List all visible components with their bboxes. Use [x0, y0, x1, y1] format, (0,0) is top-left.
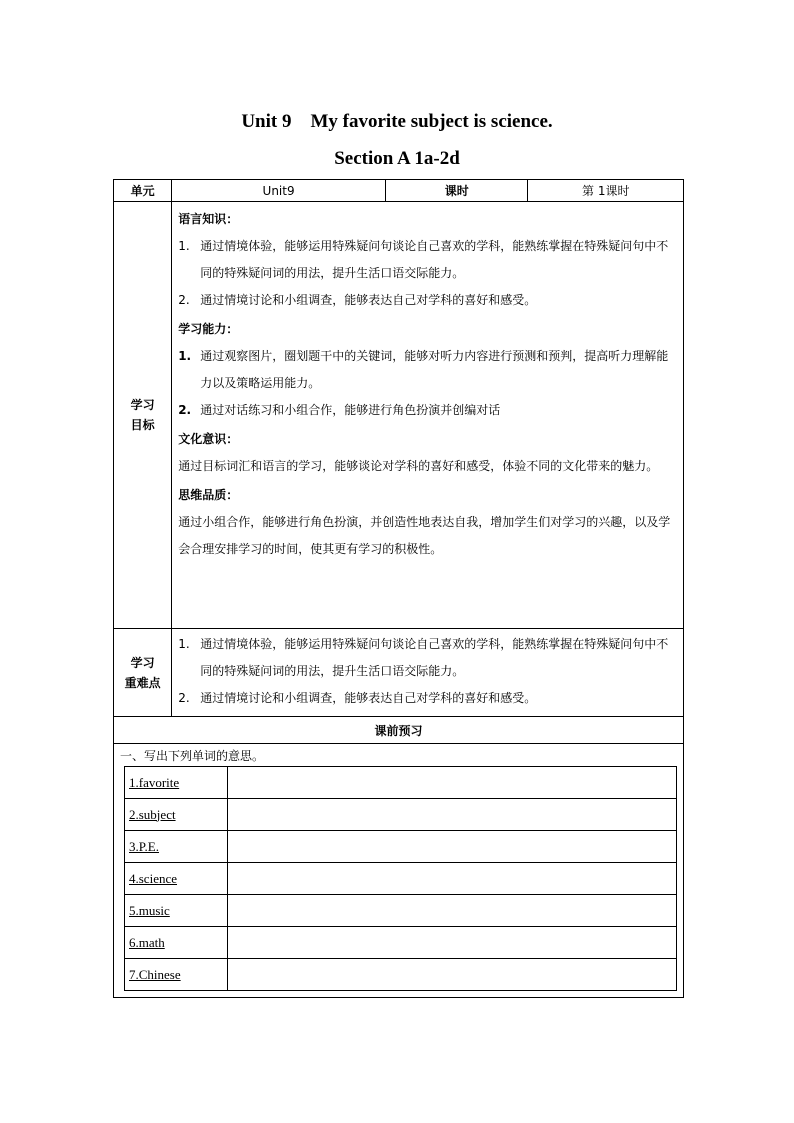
list-item — [178, 233, 677, 287]
vocab-word: 4.science — [125, 863, 228, 895]
vocab-word: 5.music — [125, 895, 228, 927]
table-row — [125, 863, 677, 895]
list-item — [178, 685, 677, 712]
preview-title-row — [114, 717, 684, 744]
table-row — [125, 831, 677, 863]
table-row — [125, 767, 677, 799]
item-text: 通过对话练习和小组合作，能够进行角色扮演并创编对话 — [200, 403, 501, 417]
objectives-row — [114, 202, 684, 629]
key-points-label-line2: 重难点 — [124, 675, 161, 690]
period-label: 课时 — [385, 180, 528, 202]
item-number: 2. — [178, 691, 190, 705]
item-number: 2. — [178, 403, 192, 417]
thinking-text: 通过小组合作，能够进行角色扮演，并创造性地表达自我，增加学生们对学习的兴趣，以及学会合理安排学习的时间，使其更有学习的积极性。 — [178, 515, 671, 556]
item-text: 通过情境讨论和小组调查，能够表达自己对学科的喜好和感受。 — [200, 293, 537, 307]
vocab-answer-cell[interactable] — [228, 927, 677, 959]
item-text: 通过情境讨论和小组调查，能够表达自己对学科的喜好和感受。 — [200, 691, 537, 705]
vocab-answer-cell[interactable] — [228, 863, 677, 895]
objectives-label-line1: 学习 — [130, 398, 155, 412]
vocab-answer-cell[interactable] — [228, 767, 677, 799]
lesson-table — [113, 179, 684, 998]
thinking-title: 思维品质： — [178, 488, 239, 502]
objectives-label — [114, 202, 172, 629]
preview-instruction: 一、写出下列单词的意思。 — [120, 749, 265, 763]
item-number: 1. — [178, 239, 190, 253]
vocab-table — [124, 766, 677, 991]
table-row — [125, 959, 677, 991]
item-number: 1. — [178, 349, 192, 363]
table-row — [125, 895, 677, 927]
objectives-label-line2: 目标 — [130, 418, 155, 432]
key-points-row — [114, 629, 684, 717]
vocab-answer-cell[interactable] — [228, 959, 677, 991]
culture-text: 通过目标词汇和语言的学习，能够谈论对学科的喜好和感受，体验不同的文化带来的魅力。 — [178, 459, 659, 473]
item-text: 通过观察图片，圈划题干中的关键词，能够对听力内容进行预测和预判，提高听力理解能力以及策略运用能力。 — [200, 349, 669, 390]
language-title: 语言知识： — [178, 212, 239, 226]
vocab-word: 6.math — [125, 927, 228, 959]
vocab-answer-cell[interactable] — [228, 831, 677, 863]
preview-row — [114, 744, 684, 998]
period-value: 第 1课时 — [528, 180, 684, 202]
header-row — [114, 180, 684, 202]
preview-content — [114, 744, 684, 998]
key-points-label-line1: 学习 — [130, 655, 155, 670]
list-item — [178, 397, 677, 424]
vocab-word: 7.Chinese — [125, 959, 228, 991]
page-title: Unit 9 My favorite subject is science. — [241, 111, 553, 132]
objectives-content — [172, 202, 684, 629]
vocab-word: 3.P.E. — [125, 831, 228, 863]
key-points-content — [172, 629, 684, 717]
item-text: 通过情境体验，能够运用特殊疑问句谈论自己喜欢的学科，能熟练掌握在特殊疑问句中不同的特殊疑问词的用法，提升生活口语交际能力。 — [200, 239, 669, 280]
vocab-answer-cell[interactable] — [228, 895, 677, 927]
unit-label: 单元 — [114, 180, 172, 202]
culture-title: 文化意识： — [178, 432, 239, 446]
ability-title: 学习能力： — [178, 322, 239, 336]
item-number: 1. — [178, 637, 190, 651]
list-item — [178, 343, 677, 397]
vocab-word: 1.favorite — [125, 767, 228, 799]
item-text: 通过情境体验，能够运用特殊疑问句谈论自己喜欢的学科，能熟练掌握在特殊疑问句中不同的特殊疑问词的用法，提升生活口语交际能力。 — [200, 637, 669, 678]
vocab-word: 2.subject — [125, 799, 228, 831]
vocab-answer-cell[interactable] — [228, 799, 677, 831]
list-item — [178, 287, 677, 314]
table-row — [125, 927, 677, 959]
page-subtitle: Section A 1a-2d — [334, 148, 460, 169]
key-points-label — [114, 629, 172, 717]
list-item — [178, 631, 677, 685]
preview-title: 课前预习 — [114, 717, 684, 744]
table-row — [125, 799, 677, 831]
unit-value: Unit9 — [172, 180, 386, 202]
item-number: 2. — [178, 293, 190, 307]
